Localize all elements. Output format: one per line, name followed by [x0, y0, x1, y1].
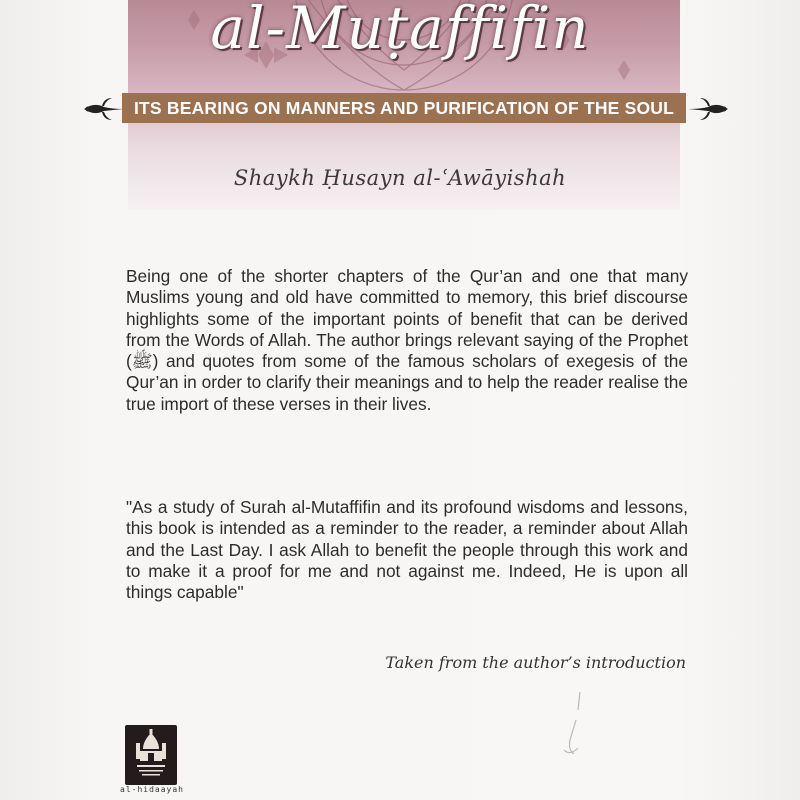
author-name: Shaykh Ḥusayn al-ʿAwāyishah — [233, 166, 567, 190]
description-paragraph: Being one of the shorter chapters of the Qur’an and one that many Muslims young and old have committed to memory, this brief discourse highlights some of the important points of benefit that can be derived from the Words of Allah. The author brings relevant saying of the Prophet (ﷺ) and quotes from some of the famous scholars of exegesis of the Qur’an in order to clarify their meanings and to help the reader realise the true import of these verses in their lives. — [126, 266, 688, 414]
pen-scribble — [540, 690, 600, 760]
quote-paragraph: "As a study of Surah al-Mutaffifin and its profound wisdoms and lessons, this book is intended as a reminder to the reader, a reminder about Allah and the Last Day. I ask Allah to benefit the people through this work and to make it a proof for me and not against me. Indeed, He is upon all things capable" — [126, 497, 688, 603]
left-flourish-icon — [82, 94, 126, 124]
publisher-logo — [125, 725, 177, 785]
book-title: al-Muṭaffifin — [210, 0, 590, 62]
mosque-icon — [133, 729, 169, 781]
right-flourish-icon — [686, 94, 730, 124]
publisher-name: al-hidaayah — [120, 785, 184, 794]
quote-attribution: Taken from the author’s introduction — [385, 653, 686, 672]
subtitle-bar: ITS BEARING ON MANNERS AND PURIFICATION OF THE SOUL — [122, 93, 686, 123]
